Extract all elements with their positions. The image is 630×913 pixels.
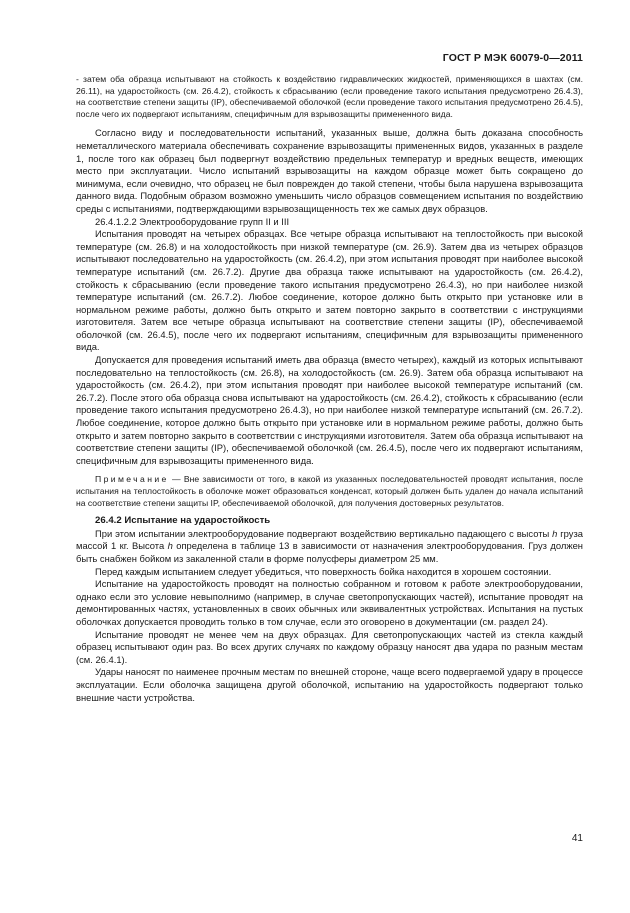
- page-number: 41: [571, 833, 583, 844]
- paragraph-sample-sequence: - затем оба образца испытывают на стойкость к воздействию гидравлических жидкостей, применяющихся в шахтах (см. 26.11), на ударостойкость (см. 26.4.2), стойкость к сбрасыванию (если проведение такого испытания предусмотрено 26.4.3), на соответствие степени защиты (IP), обеспечиваемой оболочкой (если проведение такого испытания предусмотрено 26.4.5), после чего их подвергают испытаниям, специфичным для взрывозащиты примененного вида.: [76, 74, 583, 119]
- height-symbol: h: [552, 527, 558, 539]
- impact-test-text-b: груза массой 1 кг. Высота: [76, 527, 583, 552]
- paragraph-impact-test: [76, 528, 583, 566]
- subsection-heading-groups: 26.4.1.2.2 Электрооборудование групп II и III: [95, 215, 290, 227]
- impact-test-text-c: определена в таблице 13 в зависимости от назначения электрооборудования. Груз должен быть снабжен бойком из закаленной стали в форме полусферы диаметром 25 мм.: [76, 540, 583, 564]
- paragraph-sample-count: Испытание проводят не менее чем на двух образцах. Для светопропускающих частей из стекла каждый образец испытывают один раз. Во всех других случаях по каждому образцу наносят два удара по разным местам (см. 26.4.1).: [76, 628, 583, 665]
- paragraph-two-samples: Допускается для проведения испытаний иметь два образца (вместо четырех), каждый из которых испытывают последовательно на теплостойкость (см. 26.8), на холодостойкость (см. 26.9). Затем оба образца испытывают на ударостойкость (см. 26.4.2), при этом испытания проводят при наиболее высокой температуре испытаний (см. 26.7.2). После этого оба образца снова испытывают на ударостойкость (см. 26.4.2), стойкость к сбрасыванию (если проведение такого испытания предусмотрено 26.4.3), но при наиболее низкой температуре испытаний (см. 26.7.2). Любое соединение, которое должно быть открыто при установке или в нормальном режиме работы, должно быть открыто и затем повторно закрыто в соответствии с инструкциями изготовителя. Затем оба образца испытывают на соответствие степени защиты (IP), обеспечиваемой оболочкой (см. 26.4.5), после чего их подвергают испытаниям, специфичным для взрывозащиты примененного вида.: [76, 354, 583, 466]
- note: [76, 474, 583, 509]
- impact-test-text-a: При этом испытании электрооборудование подвергают воздействию вертикально падающего с высоты: [95, 527, 553, 539]
- paragraph-impact-points: Удары наносят по наименее прочным местам по внешней стороне, чаще всего подвергаемой удару в процессе эксплуатации. Если оболочка защищена другой оболочкой, испытанию на ударостойкость подвергают только внешние части устройства.: [76, 666, 583, 703]
- page-content: [76, 74, 583, 704]
- paragraph-explosion-protection: Согласно виду и последовательности испытаний, указанных выше, должна быть доказана способность неметаллического материала обеспечивать сохранение взрывозащиты примененных видов, указанных в разделе 1, после того как образец был подвергнут воздействию предельных температур и вредных веществ, имеющих место при эксплуатации. Число испытаний взрывозащиты на каждом образце может быть сокращено до минимума, если очевидно, что образец не был поврежден до такой степени, чтобы была нарушена взрывозащита данного вида. Подобным образом возможно уменьшить число образцов совмещением испытания по воздействию среды с испытаниями, подтверждающими взрывозащищенность тех же самых двух образцов.: [76, 127, 583, 214]
- paragraph-assembled-equipment: Испытание на ударостойкость проводят на полностью собранном и готовом к работе электрооборудовании, однако если это условие невыполнимо (например, в случае светопропускающих частей), испытание проводят на демонтированных частях, установленных в своих обычных или эквивалентных устройствах. Испытания на пустых оболочках допускается проводить только в том случае, если это оговорено в документации (см. раздел 24).: [76, 578, 583, 627]
- paragraph-four-samples: Испытания проводят на четырех образцах. Все четыре образца испытывают на теплостойкость при высокой температуре (см. 26.8) и на холодостойкость при низкой температуре (см. 26.9). Затем два из четырех образцов испытывают последовательно на ударостойкость (см. 26.4.2), при этом испытания проводят при наиболее высокой температуре испытаний (см. 26.7.2). Другие два образца также испытывают на ударостойкость (см. 26.4.2), стойкость к сбрасыванию (если проведение такого испытания предусмотрено 26.4.3), но при наиболее низкой температуре испытаний (см. 26.7.2). Любое соединение, которое должно быть открыто при установке или в нормальном режиме работы, должно быть открыто и затем повторно закрыто в соответствии с инструкциями изготовителя. Затем все четыре образца испытывают на соответствие степени защиты (IP), обеспечиваемой оболочкой (см. 26.4.5), после чего их подвергают испытаниям, специфичным для взрывозащиты примененного вида.: [76, 228, 583, 353]
- standard-header: ГОСТ Р МЭК 60079-0—2011: [442, 52, 583, 64]
- note-text: — Вне зависимости от того, в какой из указанных последовательностей проводят испытания, после испытания на теплостойкость в оболочке может образоваться конденсат, который должен быть удален до начала испытаний на соответствие степени защиты IP, обеспечиваемой оболочкой, для получения достоверных результатов.: [76, 474, 583, 508]
- height-symbol: h: [167, 540, 173, 552]
- note-label: Примечание: [95, 474, 169, 485]
- section-title: 26.4.2 Испытание на ударостойкость: [95, 515, 271, 527]
- paragraph-striker-check: Перед каждым испытанием следует убедиться, что поверхность бойка находится в хорошем состоянии.: [95, 565, 552, 577]
